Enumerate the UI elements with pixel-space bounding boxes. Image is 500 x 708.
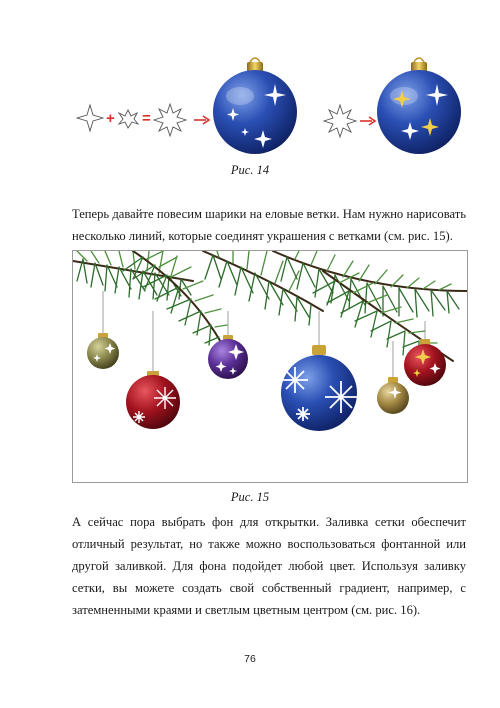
star-outline-8pt-icon — [324, 105, 356, 137]
star-construction — [77, 104, 209, 136]
arrow-right-icon — [360, 117, 375, 125]
figure-15 — [72, 250, 468, 483]
ball-blue-white-stars — [213, 58, 297, 154]
ball-gold — [377, 377, 409, 414]
figure-15-caption: Рис. 15 — [230, 490, 270, 504]
fir-branches — [73, 251, 468, 365]
plus-sign: + — [106, 110, 115, 127]
star-outline-x-icon — [119, 110, 138, 128]
arrow-right-icon — [194, 116, 209, 124]
ball-purple — [208, 335, 248, 379]
star-outline-8pt-icon — [154, 104, 186, 136]
ball-blue-gold-stars — [377, 58, 461, 154]
paragraph: Теперь давайте повесим шарики на еловые ветки. Нам нужно нарисовать несколько линий, которые соединят украшения с ветками (см. рис. 15). — [72, 207, 466, 243]
paragraph: А сейчас пора выбрать фон для открытки. Заливка сетки обеспечит отличный результат, но также можно воспользоваться фонтанной или другой заливкой. Для фона подойдет любой цвет. Используя заливку сетки, вы можете создать свой собственный градиент, например, с затемненными краями и светлым цветным центром (см. рис. 16). — [72, 515, 466, 617]
page-number: 76 — [244, 653, 256, 665]
ball-olive — [87, 333, 119, 369]
star-construction-2 — [324, 105, 375, 137]
equals-sign: = — [142, 110, 151, 127]
ball-red-small — [404, 339, 446, 386]
ball-red — [126, 371, 180, 429]
hanging-strings — [103, 291, 425, 379]
star-outline-4pt-icon — [77, 105, 103, 131]
ball-blue-large — [281, 345, 357, 431]
figure-14 — [70, 56, 470, 156]
figure-14-caption: Рис. 14 — [230, 163, 270, 177]
